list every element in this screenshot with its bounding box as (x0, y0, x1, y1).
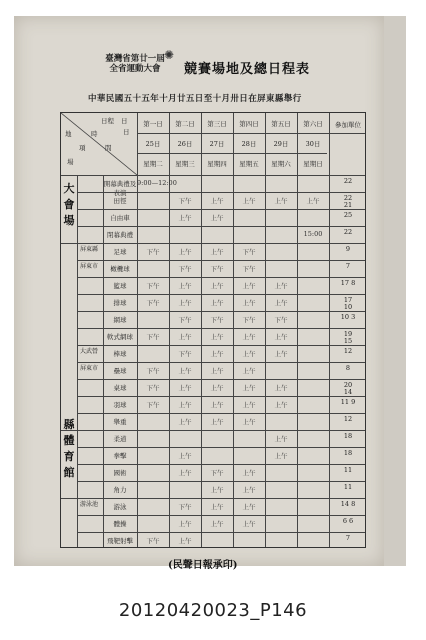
day-label: 第五日 (271, 120, 291, 128)
venue-label: 屏東市 (79, 262, 98, 270)
schedule-cell: 下午 (178, 196, 192, 205)
row-line (61, 243, 365, 244)
schedule-cell: 上午 (210, 366, 224, 375)
printer-credit: (民聲日報承印) (168, 560, 238, 571)
participant-count: 17 10 (343, 295, 353, 311)
schedule-cell: 上午 (178, 247, 192, 256)
schedule-cell: 上午 (242, 349, 256, 358)
schedule-cell: 下午 (178, 264, 192, 273)
schedule-cell: 下午 (210, 315, 224, 324)
schedule-cell: 上午 (274, 332, 288, 341)
schedule-cell: 下午 (146, 400, 160, 409)
corner-label: 場 (67, 158, 74, 166)
participant-count: 12 (343, 346, 353, 355)
weekday-label: 星期五 (239, 160, 259, 168)
header-line (137, 153, 327, 154)
row-line (77, 532, 365, 533)
venue-label: 屏東縣 (79, 245, 98, 253)
participant-count: 25 (343, 210, 353, 219)
date-label: 27日 (209, 140, 225, 148)
schedule-cell: 下午 (178, 315, 192, 324)
schedule-cell: 上午 (242, 298, 256, 307)
sport-label: 國術 (113, 468, 127, 477)
schedule-cell: 上午 (242, 400, 256, 409)
row-line (77, 192, 365, 193)
venue-label: 大武營 (79, 347, 98, 355)
sport-label: 橄欖球 (110, 264, 130, 273)
corner-label: 日 (123, 128, 130, 136)
schedule-cell: 上午 (210, 281, 224, 290)
row-line (77, 209, 365, 210)
schedule-cell: 上午 (210, 247, 224, 256)
schedule-cell: 上午 (242, 366, 256, 375)
participant-count: 11 (343, 465, 353, 474)
date-label: 28日 (241, 140, 257, 148)
row-line (77, 260, 365, 261)
schedule-cell: 上午 (178, 519, 192, 528)
sport-label: 桌球 (113, 383, 127, 392)
participant-count: 7 (345, 261, 351, 270)
section-label-stadium: 大 會 場 (63, 182, 75, 227)
schedule-cell: 上午 (274, 298, 288, 307)
schedule-cell: 上午 (178, 366, 192, 375)
day-label: 第二日 (175, 120, 195, 128)
schedule-cell: 上午 (242, 281, 256, 290)
count-header: 參加單位 (335, 121, 361, 129)
schedule-cell: 上午 (210, 400, 224, 409)
corner-label: 時 (91, 130, 98, 138)
schedule-cell: 下午 (146, 298, 160, 307)
sport-label: 飛靶射擊 (107, 536, 133, 545)
row-line (61, 498, 365, 499)
row-line (77, 447, 365, 448)
document-title: 競賽場地及總日程表 (184, 62, 311, 77)
corner-label: 間 (105, 144, 112, 152)
schedule-cell: 下午 (178, 502, 192, 511)
schedule-cell: 上午 (178, 400, 192, 409)
weekday-label: 星期四 (207, 160, 227, 168)
schedule-cell: 上午 (178, 451, 192, 460)
row-line (77, 481, 365, 482)
row-line (77, 413, 365, 414)
sport-label: 壘球 (113, 366, 127, 375)
schedule-cell: 下午 (178, 349, 192, 358)
schedule-cell: 上午 (242, 417, 256, 426)
schedule-cell: 上午 (210, 332, 224, 341)
sport-label: 游泳 (113, 502, 127, 511)
sport-label: 體操 (113, 519, 127, 528)
schedule-cell: 上午 (178, 536, 192, 545)
emblem-icon: ✺ (164, 48, 175, 62)
venue-label: 游泳池 (79, 500, 98, 508)
sport-label: 籃球 (113, 281, 127, 290)
schedule-cell: 下午 (146, 383, 160, 392)
date-label: 25日 (145, 140, 161, 148)
sport-label: 棒球 (113, 349, 127, 358)
weekday-label: 星期六 (271, 160, 291, 168)
schedule-cell: 上午 (210, 383, 224, 392)
sport-label: 開幕典禮及表演 (103, 179, 137, 197)
participant-count: 18 (343, 448, 353, 457)
schedule-cell: 上午 (210, 519, 224, 528)
row-line (61, 430, 365, 431)
row-line (77, 345, 365, 346)
sport-label: 舉重 (113, 417, 127, 426)
schedule-cell: 上午 (178, 468, 192, 477)
corner-label: 項 (79, 144, 86, 152)
row-line (77, 328, 365, 329)
schedule-cell: 下午 (146, 536, 160, 545)
schedule-cell: 上午 (210, 502, 224, 511)
participant-count: 18 (343, 431, 353, 440)
date-line: 中華民國五十五年十月廿五日至十月卅日在屏東縣舉行 (88, 94, 302, 104)
schedule-cell: 上午 (242, 332, 256, 341)
date-label: 26日 (177, 140, 193, 148)
sport-label: 軟式網球 (107, 332, 133, 341)
participant-count: 8 (345, 363, 351, 372)
schedule-cell: 上午 (274, 400, 288, 409)
participant-count: 11 (343, 482, 353, 491)
schedule-cell: 上午 (210, 196, 224, 205)
participant-count: 11 9 (340, 397, 356, 406)
document-page (14, 16, 406, 571)
participant-count: 20 14 (343, 380, 353, 396)
participant-count: 22 (343, 176, 353, 185)
schedule-cell: 下午 (146, 332, 160, 341)
schedule-cell: 下午 (274, 315, 288, 324)
row-line (77, 311, 365, 312)
schedule-cell: 上午 (274, 196, 288, 205)
schedule-cell: 上午 (274, 349, 288, 358)
schedule-cell: 上午 (210, 213, 224, 222)
schedule-cell: 下午 (146, 247, 160, 256)
corner-label: 地 (65, 130, 72, 138)
day-label: 第六日 (303, 120, 323, 128)
section-label-gym: 縣 體 育 館 (63, 418, 75, 479)
schedule-cell: 上午 (242, 196, 256, 205)
weekday-label: 星期三 (175, 160, 195, 168)
venue-label: 屏東市 (79, 364, 98, 372)
schedule-cell: 下午 (210, 468, 224, 477)
schedule-cell: 下午 (146, 281, 160, 290)
row-line (77, 277, 365, 278)
weekday-label: 星期二 (143, 160, 163, 168)
schedule-cell: 下午 (242, 315, 256, 324)
sport-label: 田徑 (113, 196, 127, 205)
row-line (77, 396, 365, 397)
day-label: 第一日 (143, 120, 163, 128)
corner-label: 日程 (101, 117, 114, 125)
participant-count: 6 6 (342, 516, 354, 525)
schedule-cell: 上午 (210, 417, 224, 426)
header-bottom-line (61, 175, 365, 176)
participant-count: 10 3 (340, 312, 356, 321)
schedule-cell: 下午 (210, 264, 224, 273)
schedule-cell: 上午 (210, 349, 224, 358)
sport-label: 柔道 (113, 434, 127, 443)
schedule-cell: 上午 (274, 434, 288, 443)
schedule-cell: 15:00 (303, 229, 323, 238)
schedule-cell: 上午 (242, 383, 256, 392)
schedule-cell: 下午 (242, 247, 256, 256)
participant-count: 19 15 (343, 329, 353, 345)
sport-label: 排球 (113, 298, 127, 307)
schedule-cell: 上午 (178, 281, 192, 290)
schedule-cell: 上午 (210, 485, 224, 494)
day-label: 第三日 (207, 120, 227, 128)
schedule-cell: 下午 (146, 366, 160, 375)
sport-label: 拳擊 (113, 451, 127, 460)
date-label: 29日 (273, 140, 289, 148)
participant-count: 14 8 (340, 499, 356, 508)
day-label: 第四日 (239, 120, 259, 128)
schedule-cell: 上午 (242, 485, 256, 494)
sport-label: 閉幕典禮 (107, 230, 133, 239)
schedule-table (60, 112, 366, 548)
organizer-line-1: 臺灣省第廿一屆 (105, 54, 165, 64)
participant-count: 12 (343, 414, 353, 423)
row-line (77, 226, 365, 227)
organizer (96, 54, 174, 74)
schedule-cell: 上午 (274, 451, 288, 460)
sport-label: 角力 (113, 485, 127, 494)
schedule-cell: 上午 (178, 213, 192, 222)
schedule-cell: 上午 (242, 502, 256, 511)
schedule-cell: 上午 (306, 196, 320, 205)
sport-label: 羽球 (113, 400, 127, 409)
participant-count: 9 (345, 244, 351, 253)
schedule-cell: 上午 (210, 298, 224, 307)
corner-label: 日 (121, 117, 128, 125)
row-line (77, 464, 365, 465)
weekday-label: 星期日 (303, 160, 323, 168)
header-line (137, 133, 365, 134)
participant-count: 22 21 (343, 193, 353, 209)
sport-label: 自由車 (110, 213, 130, 222)
row-line (77, 362, 365, 363)
schedule-cell: 上午 (242, 519, 256, 528)
participant-count: 17 8 (340, 278, 356, 287)
schedule-cell: 上午 (178, 298, 192, 307)
organizer-line-2: 全省運動大會 (109, 64, 161, 74)
participant-count: 22 (343, 227, 353, 236)
schedule-cell: 上午 (274, 383, 288, 392)
schedule-cell: 下午 (242, 264, 256, 273)
schedule-cell: 上午 (178, 332, 192, 341)
schedule-cell: 上午 (242, 468, 256, 477)
sport-label: 網球 (113, 315, 127, 324)
row-line (77, 379, 365, 380)
col-line (77, 175, 78, 547)
participant-count: 7 (345, 533, 351, 542)
sport-label: 足球 (113, 247, 127, 256)
schedule-cell: 上午 (274, 281, 288, 290)
row-line (77, 294, 365, 295)
schedule-cell: 上午 (178, 417, 192, 426)
archive-caption: 20120420023_P146 (118, 600, 308, 621)
schedule-cell: 9:00—12:00 (137, 178, 177, 187)
schedule-cell: 上午 (178, 383, 192, 392)
date-label: 30日 (305, 140, 321, 148)
row-line (77, 515, 365, 516)
